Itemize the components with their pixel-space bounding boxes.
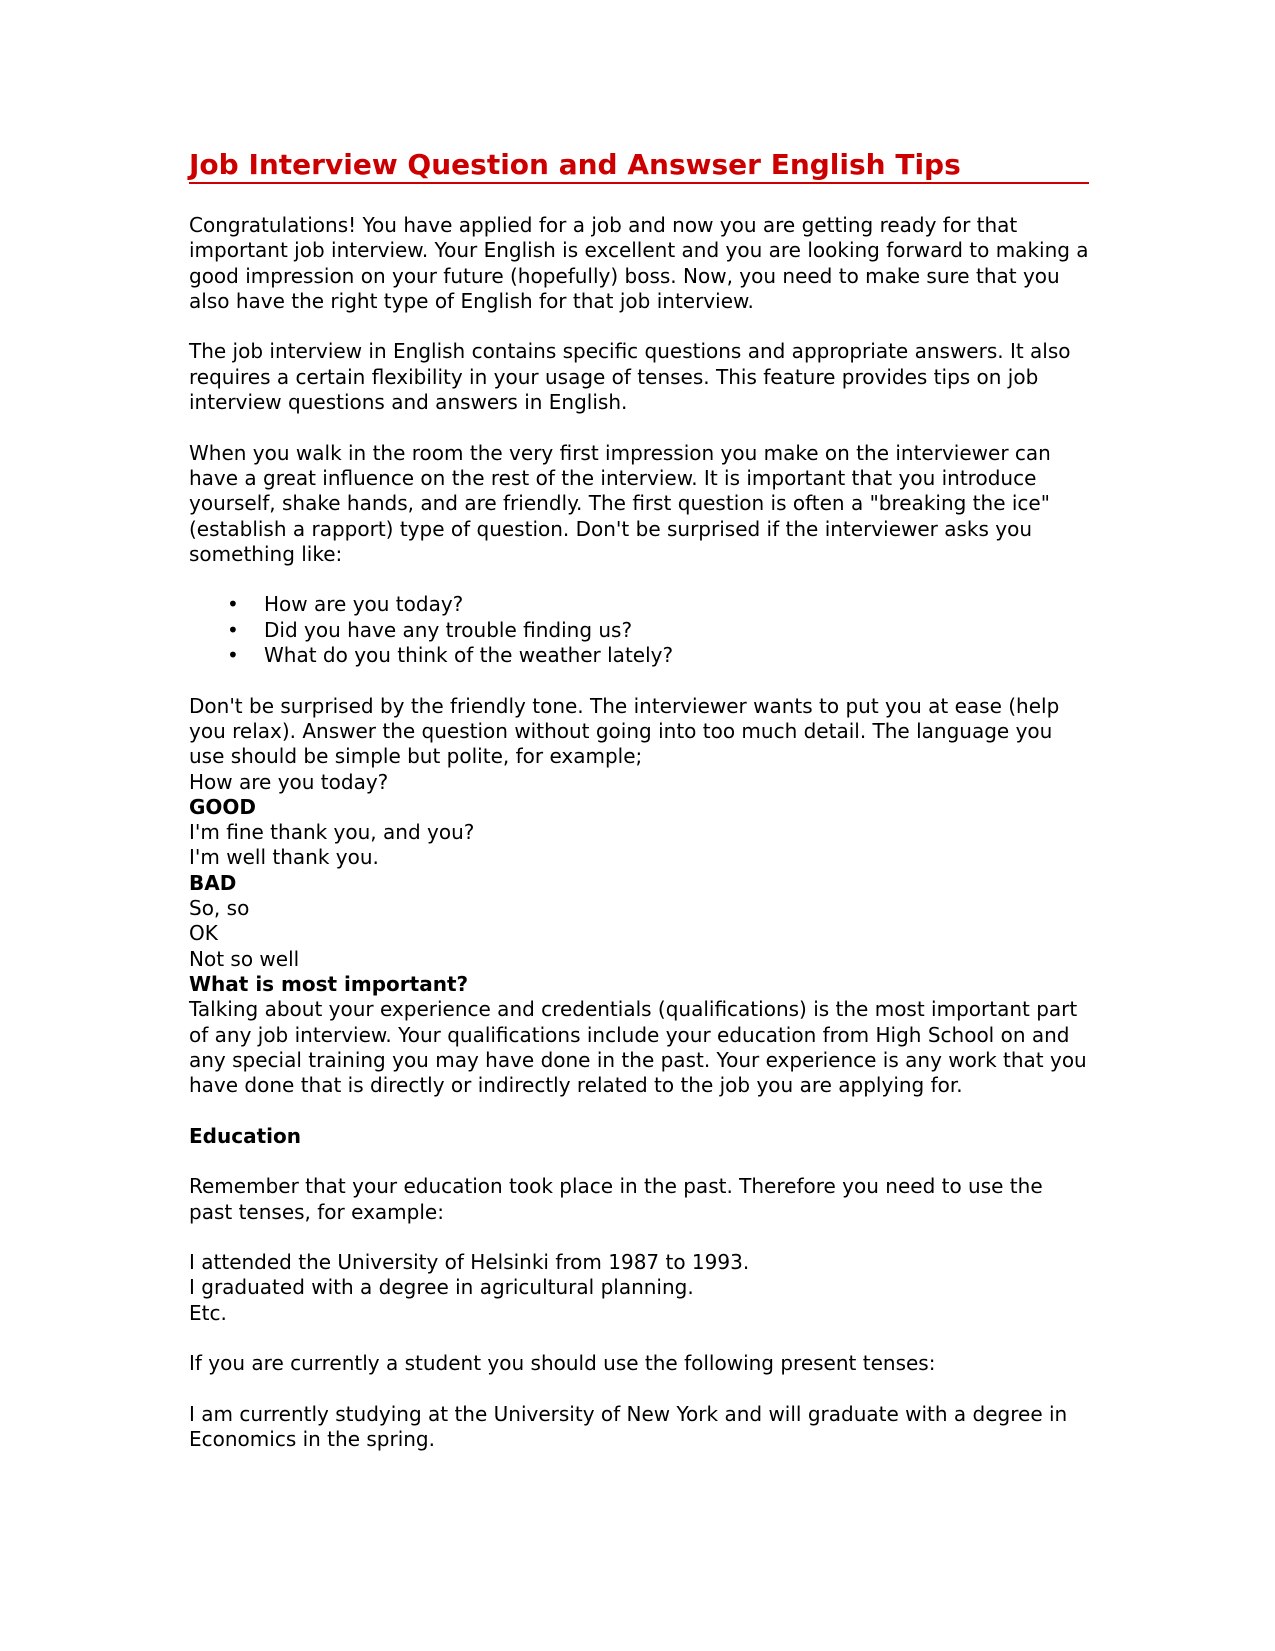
spacer bbox=[189, 314, 1089, 339]
education-example: I graduated with a degree in agricultural planning. bbox=[189, 1275, 694, 1300]
bad-label: BAD bbox=[189, 870, 237, 895]
list-item: • Did you have any trouble finding us? bbox=[264, 618, 1089, 643]
bad-answer: So, so bbox=[189, 896, 250, 921]
intro-paragraph-2: The job interview in English contains specific questions and appropriate answers. It also requires a certain flexibility in your usage of tenses. This feature provides tips on job interview questions and answers in English. bbox=[189, 339, 1071, 415]
spacer bbox=[189, 415, 1089, 440]
spacer bbox=[189, 567, 1089, 592]
spacer bbox=[189, 668, 1089, 693]
bad-answer: Not so well bbox=[189, 946, 300, 971]
spacer bbox=[189, 1098, 1089, 1123]
education-heading: Education bbox=[189, 1123, 301, 1148]
spacer bbox=[189, 1326, 1089, 1351]
bad-answer: OK bbox=[189, 921, 218, 946]
good-answer: I'm fine thank you, and you? bbox=[189, 820, 475, 845]
important-heading: What is most important? bbox=[189, 971, 469, 996]
icebreaker-question-list bbox=[189, 592, 1089, 668]
intro-paragraph-3: When you walk in the room the very first impression you make on the interviewer can have a great influence on the rest of the interview. It is important that you introduce yourself, shake hands, and are friendly. The first question is often a "breaking the ice" (establish a rapport) type of question. Don't be surprised if the interviewer asks you something like: bbox=[189, 440, 1051, 566]
education-example: Etc. bbox=[189, 1300, 227, 1325]
spacer bbox=[189, 1149, 1089, 1174]
document-title: Job Interview Question and Answser English Tips bbox=[189, 148, 1089, 184]
good-answer: I'm well thank you. bbox=[189, 845, 379, 870]
spacer bbox=[189, 1225, 1089, 1250]
spacer bbox=[189, 1377, 1089, 1402]
list-item: • What do you think of the weather lately? bbox=[264, 643, 1089, 668]
example-question: How are you today? bbox=[189, 769, 389, 794]
student-intro-paragraph: If you are currently a student you should use the following present tenses: bbox=[189, 1351, 936, 1376]
good-label: GOOD bbox=[189, 794, 257, 819]
spacer bbox=[189, 184, 1089, 213]
student-example-paragraph: I am currently studying at the University of New York and will graduate with a degree in Economics in the spring. bbox=[189, 1401, 1068, 1452]
list-item: • How are you today? bbox=[264, 592, 1089, 617]
intro-paragraph-1: Congratulations! You have applied for a job and now you are getting ready for that important job interview. Your English is excellent and you are looking forward to making a good impression on your future (hopefully) boss. Now, you need to make sure that you also have the right type of English for that job interview. bbox=[189, 213, 1089, 313]
tone-paragraph: Don't be surprised by the friendly tone. The interviewer wants to put you at ease (help you relax). Answer the question without going into too much detail. The language you use should be simple but polite, for example; bbox=[189, 693, 1060, 769]
education-intro-paragraph: Remember that your education took place in the past. Therefore you need to use the past tenses, for example: bbox=[189, 1174, 1043, 1224]
document-page bbox=[189, 148, 1089, 1453]
important-paragraph: Talking about your experience and credentials (qualifications) is the most important part of any job interview. Your qualifications include your education from High School on and any special training you may have done in the past. Your experience is any work that you have done that is directly or indirectly related to the job you are applying for. bbox=[189, 997, 1087, 1098]
education-example: I attended the University of Helsinki from 1987 to 1993. bbox=[189, 1250, 750, 1275]
